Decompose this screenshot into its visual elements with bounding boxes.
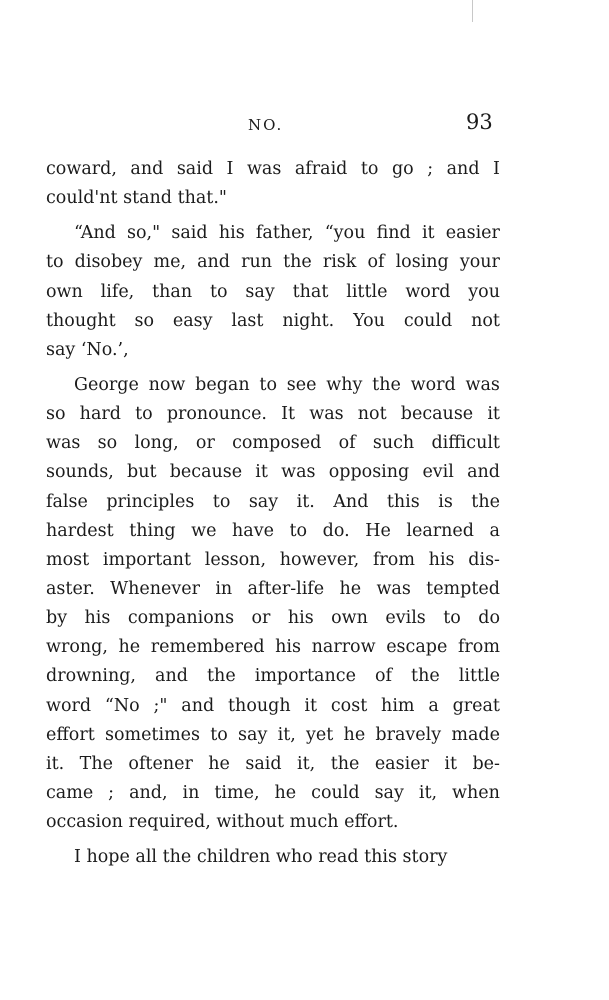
word: said <box>171 223 214 244</box>
word: that <box>292 281 334 302</box>
word: say <box>238 724 273 745</box>
word: because <box>400 404 479 425</box>
word: you <box>468 281 500 302</box>
word: I <box>226 159 240 179</box>
word: wrong, <box>46 637 114 658</box>
word: was <box>309 404 350 425</box>
word: of <box>367 252 391 273</box>
word: when <box>452 782 500 803</box>
text-line <box>46 517 500 546</box>
word: it, <box>277 724 302 745</box>
word: great <box>452 695 500 716</box>
word: it. <box>46 753 70 774</box>
word: and <box>197 252 236 273</box>
word: He <box>365 520 397 541</box>
word: said <box>176 159 219 179</box>
word: be- <box>472 753 500 774</box>
word: was <box>46 433 86 454</box>
word: false <box>46 491 94 512</box>
word: drowning, <box>46 666 142 687</box>
word: bravely <box>375 724 447 745</box>
word: disobey <box>74 252 148 273</box>
running-title: NO. <box>248 116 284 134</box>
word: and <box>155 666 194 687</box>
word: of <box>374 666 398 687</box>
text-line <box>46 633 500 662</box>
word: not <box>471 310 500 331</box>
word: difficult <box>431 433 500 454</box>
word: tempted <box>426 578 500 599</box>
word: do <box>478 608 500 629</box>
word: or <box>251 608 276 629</box>
word: little <box>458 666 500 687</box>
word: George <box>74 374 145 395</box>
word: run <box>241 252 278 273</box>
word: You <box>353 310 391 331</box>
word: have <box>232 520 280 541</box>
word: find <box>376 223 417 244</box>
word: ;" <box>153 695 174 716</box>
text-line <box>46 721 500 750</box>
word: began <box>195 374 256 395</box>
word: say <box>374 782 410 803</box>
word: dis- <box>468 549 500 570</box>
word: the <box>372 374 407 395</box>
word: by <box>46 608 73 629</box>
word: his <box>428 549 461 570</box>
text-line <box>46 779 500 808</box>
word: night. <box>282 310 340 331</box>
word: so <box>97 433 123 454</box>
word: to <box>259 374 283 395</box>
text-line <box>46 248 500 277</box>
word: it <box>304 695 323 716</box>
word: to <box>135 404 159 425</box>
text-line <box>46 488 500 517</box>
word: And <box>333 491 374 512</box>
word: in <box>215 578 238 599</box>
word: or <box>195 433 221 454</box>
word: why <box>326 374 368 395</box>
word: and <box>446 159 486 179</box>
text-line <box>46 750 500 779</box>
word: the <box>207 666 242 687</box>
word: “And <box>74 223 122 244</box>
word: It <box>281 404 301 425</box>
word: after-life <box>247 578 330 599</box>
word: him <box>381 695 421 716</box>
word: thing <box>129 520 182 541</box>
text-line <box>46 371 500 400</box>
word: lesson, <box>204 549 272 570</box>
word: pronounce. <box>166 404 273 425</box>
word: opposing <box>328 462 415 483</box>
word: your <box>459 252 500 273</box>
word: losing <box>395 252 455 273</box>
word: remembered <box>150 637 271 658</box>
word: from <box>372 549 421 570</box>
word: cost <box>330 695 373 716</box>
word: the <box>283 252 318 273</box>
running-header <box>0 112 609 142</box>
page-number: 93 <box>466 110 493 134</box>
word: he <box>343 724 371 745</box>
word: it, <box>297 753 321 774</box>
text-line <box>46 155 500 184</box>
word: so," <box>127 223 166 244</box>
word: however, <box>279 549 365 570</box>
word: came <box>46 782 99 803</box>
word: Whenever <box>110 578 206 599</box>
word: to <box>209 281 234 302</box>
body-text <box>46 155 500 872</box>
text-line <box>46 307 500 336</box>
word: it <box>444 753 463 774</box>
word: could <box>403 310 458 331</box>
word: aster. <box>46 578 101 599</box>
word: evil <box>422 462 460 483</box>
word: ; <box>427 159 439 179</box>
word: so <box>46 404 72 425</box>
word: was <box>281 462 322 483</box>
word: hardest <box>46 520 120 541</box>
word: his <box>287 608 320 629</box>
word: I <box>493 159 500 179</box>
word: this <box>386 491 426 512</box>
word: was <box>246 159 287 179</box>
word: oftener <box>128 753 199 774</box>
word: “you <box>324 223 371 244</box>
word: sometimes <box>104 724 206 745</box>
word: he <box>118 637 146 658</box>
word: see <box>286 374 323 395</box>
word: sounds, <box>46 462 120 483</box>
text-line: could'nt stand that." <box>46 188 227 209</box>
word: word <box>405 281 456 302</box>
text-line <box>46 546 500 575</box>
text-line <box>46 692 500 721</box>
word: ; <box>108 782 120 803</box>
word: not <box>357 404 393 425</box>
word: say <box>245 281 281 302</box>
word: though <box>228 695 297 716</box>
word: was <box>465 374 500 395</box>
text-line <box>46 458 500 487</box>
word: “No <box>104 695 146 716</box>
word: companions <box>127 608 240 629</box>
word: word <box>410 374 462 395</box>
word: afraid <box>294 159 353 179</box>
word: to <box>46 252 70 273</box>
word: yet <box>306 724 339 745</box>
word: of <box>338 433 362 454</box>
word: say <box>248 491 284 512</box>
word: learned <box>406 520 480 541</box>
word: to <box>289 520 313 541</box>
word: go <box>391 159 420 179</box>
word: me, <box>153 252 192 273</box>
word: said <box>245 753 288 774</box>
word: the <box>411 666 446 687</box>
text-line <box>46 219 500 248</box>
word: it <box>421 223 441 244</box>
word: his <box>218 223 251 244</box>
word: thought <box>46 310 122 331</box>
text-line <box>46 400 500 429</box>
text-line: say ‘No.’, <box>46 339 129 360</box>
word: made <box>451 724 500 745</box>
word: long, <box>134 433 185 454</box>
word: it <box>255 462 274 483</box>
word: time, <box>214 782 266 803</box>
text-line <box>46 575 500 604</box>
word: he <box>208 753 236 774</box>
word: easy <box>172 310 219 331</box>
word: is <box>438 491 459 512</box>
text-line: occasion required, without much effort. <box>46 812 399 833</box>
word: The <box>79 753 119 774</box>
word: evils <box>385 608 432 629</box>
word: and <box>181 695 220 716</box>
word: easier <box>374 753 435 774</box>
word: to <box>360 159 385 179</box>
word: narrow <box>311 637 382 658</box>
word: life, <box>100 281 140 302</box>
word: do. <box>322 520 356 541</box>
word: own <box>331 608 374 629</box>
word: so <box>134 310 160 331</box>
word: it <box>487 404 500 425</box>
word: such <box>372 433 420 454</box>
word: hard <box>79 404 127 425</box>
word: but <box>127 462 163 483</box>
word: than <box>152 281 198 302</box>
word: composed <box>232 433 327 454</box>
word: easier <box>445 223 500 244</box>
text-line <box>46 429 500 458</box>
word: it, <box>418 782 443 803</box>
word: because <box>169 462 248 483</box>
word: a <box>489 520 500 541</box>
word: to <box>212 491 236 512</box>
word: the <box>330 753 365 774</box>
word: word <box>46 695 97 716</box>
word: effort <box>46 724 101 745</box>
word: from <box>457 637 500 658</box>
word: importance <box>254 666 362 687</box>
word: his <box>275 637 307 658</box>
page-edge-mark <box>472 0 476 22</box>
word: we <box>191 520 223 541</box>
text-line <box>46 278 500 307</box>
word: last <box>231 310 270 331</box>
word: principles <box>106 491 200 512</box>
word: could <box>311 782 366 803</box>
word: coward, <box>46 159 123 179</box>
word: important <box>102 549 197 570</box>
word: risk <box>322 252 362 273</box>
word: it. <box>296 491 321 512</box>
text-line <box>46 604 500 633</box>
word: own <box>46 281 89 302</box>
word: little <box>346 281 394 302</box>
word: to <box>210 724 234 745</box>
word: escape <box>386 637 453 658</box>
word: and, <box>129 782 174 803</box>
word: and <box>467 462 500 483</box>
text-line <box>46 662 500 691</box>
word: he <box>274 782 302 803</box>
word: was <box>376 578 417 599</box>
text-line: I hope all the children who read this story <box>74 847 448 868</box>
word: to <box>443 608 467 629</box>
word: he <box>339 578 367 599</box>
word: a <box>428 695 445 716</box>
word: most <box>46 549 95 570</box>
word: now <box>148 374 191 395</box>
word: the <box>471 491 500 512</box>
word: his <box>84 608 116 629</box>
word: and <box>130 159 169 179</box>
word: in <box>182 782 205 803</box>
word: father, <box>255 223 320 244</box>
